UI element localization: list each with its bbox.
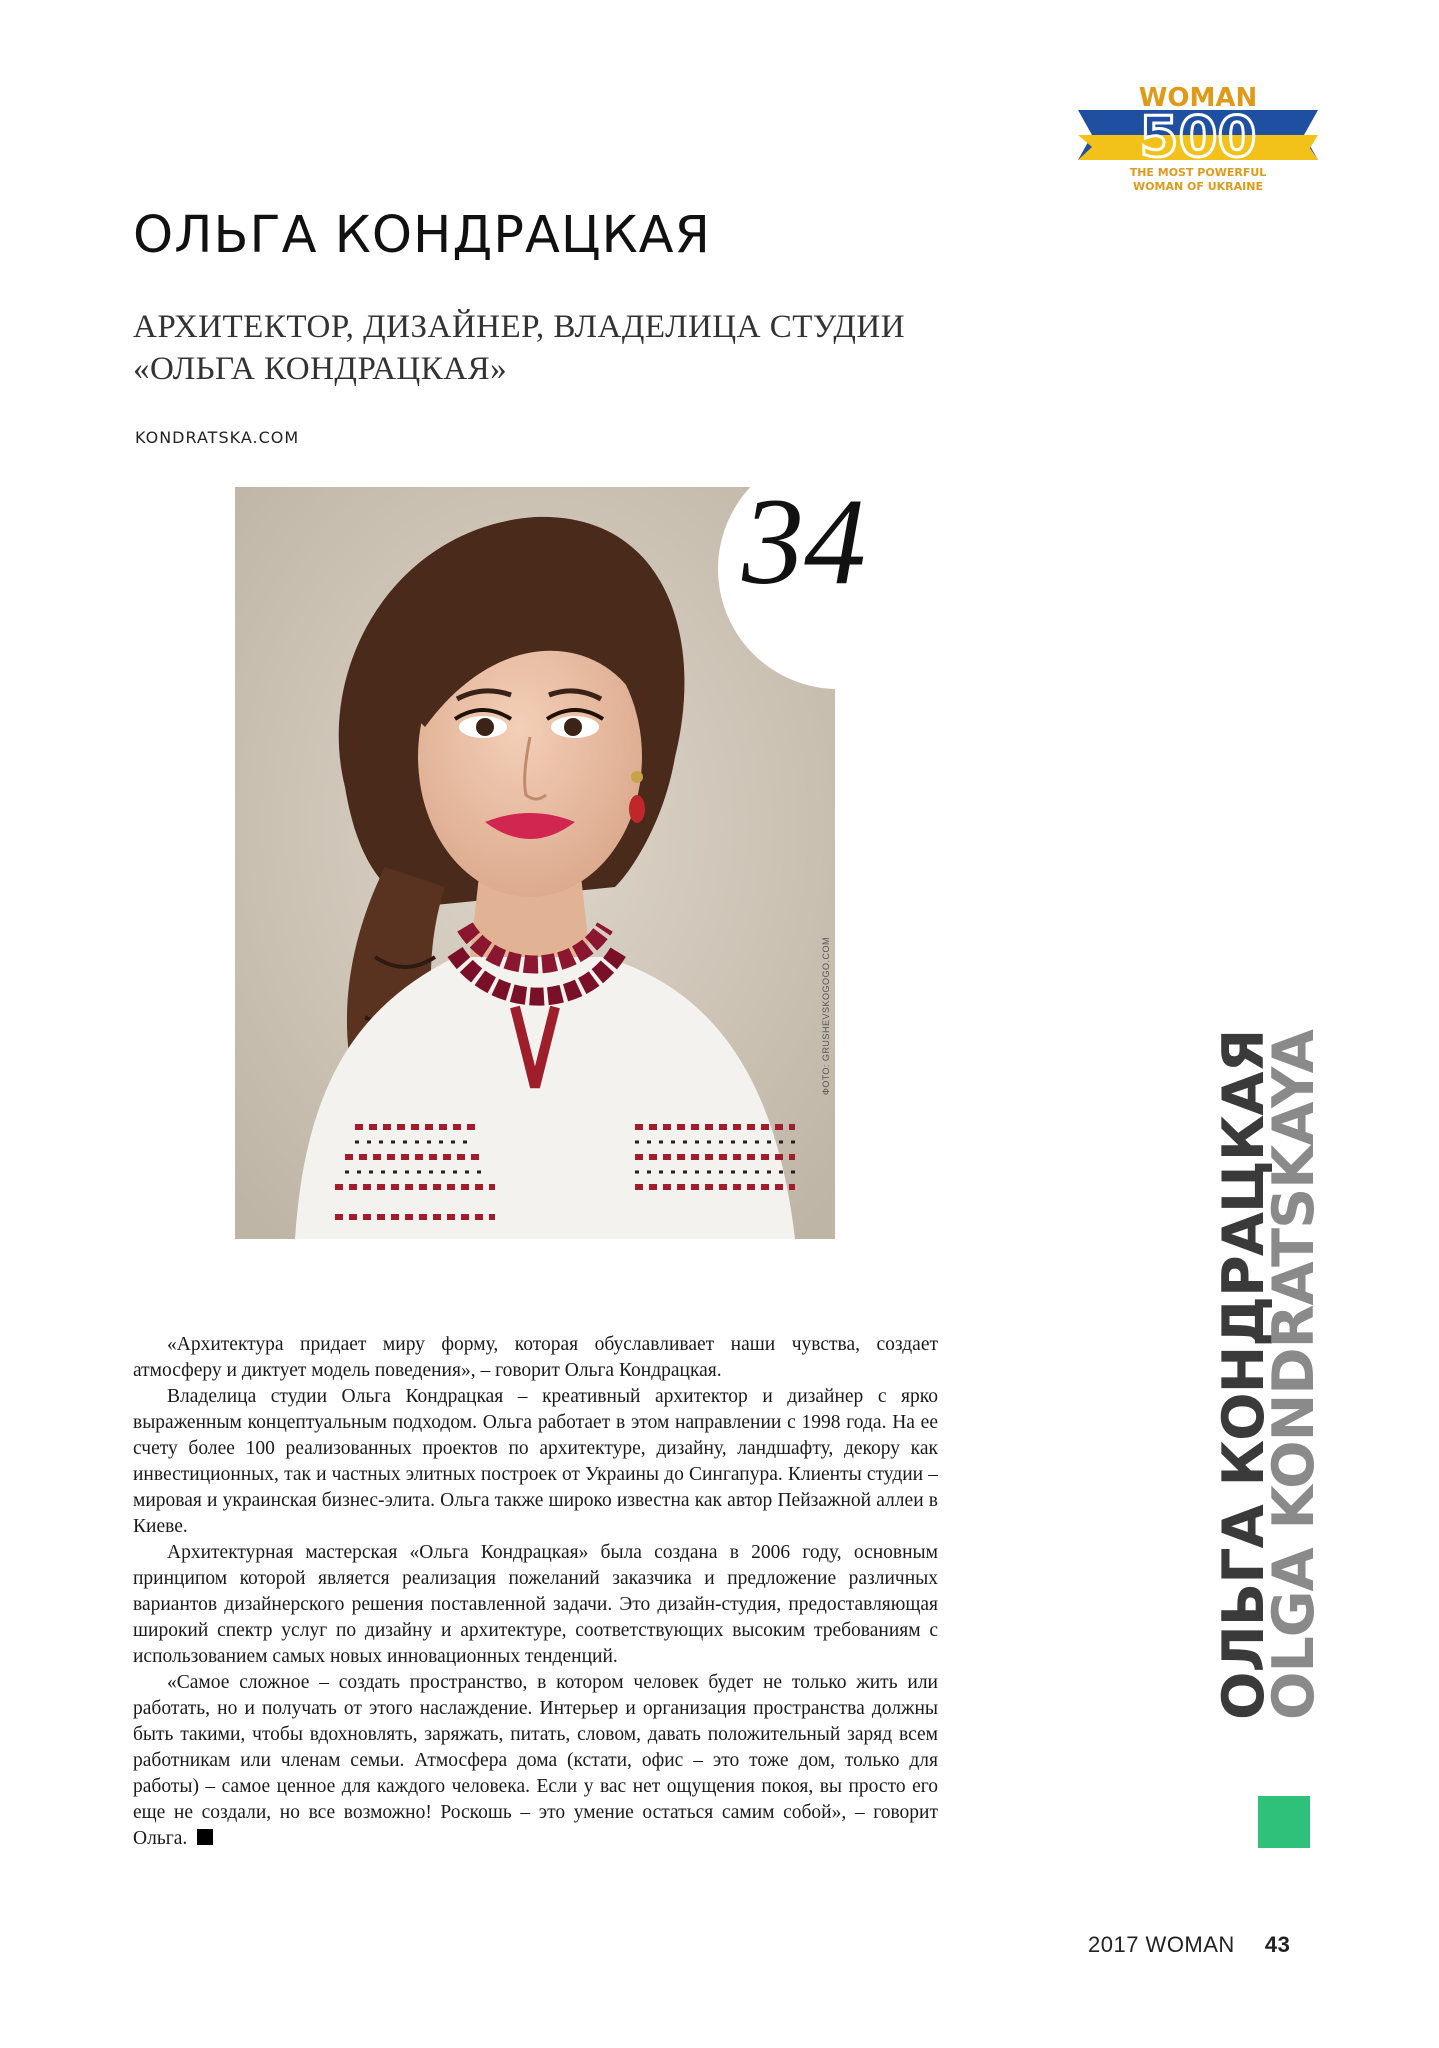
- article-body: [133, 1332, 938, 1852]
- accent-square: [1258, 1796, 1310, 1848]
- issue-label: 2017 WOMAN: [1088, 1932, 1235, 1957]
- logo-tagline-1: THE MOST POWERFUL: [1129, 166, 1267, 179]
- article-paragraph-4: [133, 1670, 938, 1852]
- article-paragraph-3: Архитектурная мастерская «Ольга Кондрацкая» была создана в 2006 году, основным принципом которой является реализация пожеланий заказчика и предложение различных вариантов дизайнерского решения поставленной задачи. Это дизайн-студия, предоставляющая широкий спектр услуг по дизайну и архитектуре, соответствующих высоким требованиям с использованием самых новых инновационных тенденций.: [133, 1542, 938, 1667]
- logo-tagline-2: WOMAN OF UKRAINE: [1133, 180, 1263, 193]
- photo-credit: ФОТО: GRUSHEVSKOGOGO.COM: [821, 937, 831, 1095]
- page-title: ОЛЬГА КОНДРАЦКАЯ: [133, 206, 711, 265]
- page-footer: [1088, 1932, 1290, 1958]
- subtitle-line-1: АРХИТЕКТОР, ДИЗАЙНЕР, ВЛАДЕЛИЦА СТУДИИ: [133, 309, 906, 345]
- vertical-name-ru: ОЛЬГА КОНДРАЦКАЯ: [1211, 1029, 1277, 1720]
- page-number: 43: [1264, 1932, 1291, 1957]
- end-of-article-mark: [197, 1829, 213, 1845]
- subtitle: [133, 306, 993, 390]
- website-link[interactable]: KONDRATSKA.COM: [135, 428, 300, 447]
- woman-500-logo: [1078, 82, 1318, 194]
- rank-number: 34: [742, 473, 866, 610]
- logo-word: WOMAN: [1138, 83, 1258, 113]
- article-paragraph-1: «Архитектура придает миру форму, которая обуславливает наши чувства, создает атмосферу и диктует модель поведения», – говорит Ольга Кондрацкая.: [133, 1334, 938, 1381]
- logo-number: 500: [1139, 105, 1257, 170]
- subtitle-line-2: «ОЛЬГА КОНДРАЦКАЯ»: [133, 351, 508, 387]
- vertical-name-en: OLGA KONDRATSKAYA: [1261, 1030, 1327, 1720]
- article-paragraph-2: Владелица студии Ольга Кондрацкая – креативный архитектор и дизайнер с ярко выраженным концептуальным подходом. Ольга работает в этом направлении с 1998 года. На ее счету более 100 реализованных проектов по архитектуре, дизайну, ландшафту, декору как инвестиционных, так и частных элитных построек от Украины до Сингапура. Клиенты студии – мировая и украинская бизнес-элита. Ольга также широко известна как автор Пейзажной аллеи в Киеве.: [133, 1386, 938, 1537]
- article-paragraph-4-text: «Самое сложное – создать пространство, в котором человек будет не только жить или работать, но и получать от этого наслаждение. Интерьер и организация пространства должны быть такими, чтобы вдохновлять, заряжать, питать, словом, давать положительный заряд всем работникам или членам семьи. Атмосфера дома (кстати, офис – это тоже дом, только для работы) – самое ценное для каждого человека. Если у вас нет ощущения покоя, вы просто его еще не создали, но все возможно! Роскошь – это умение остаться самим собой», – говорит Ольга.: [133, 1672, 938, 1849]
